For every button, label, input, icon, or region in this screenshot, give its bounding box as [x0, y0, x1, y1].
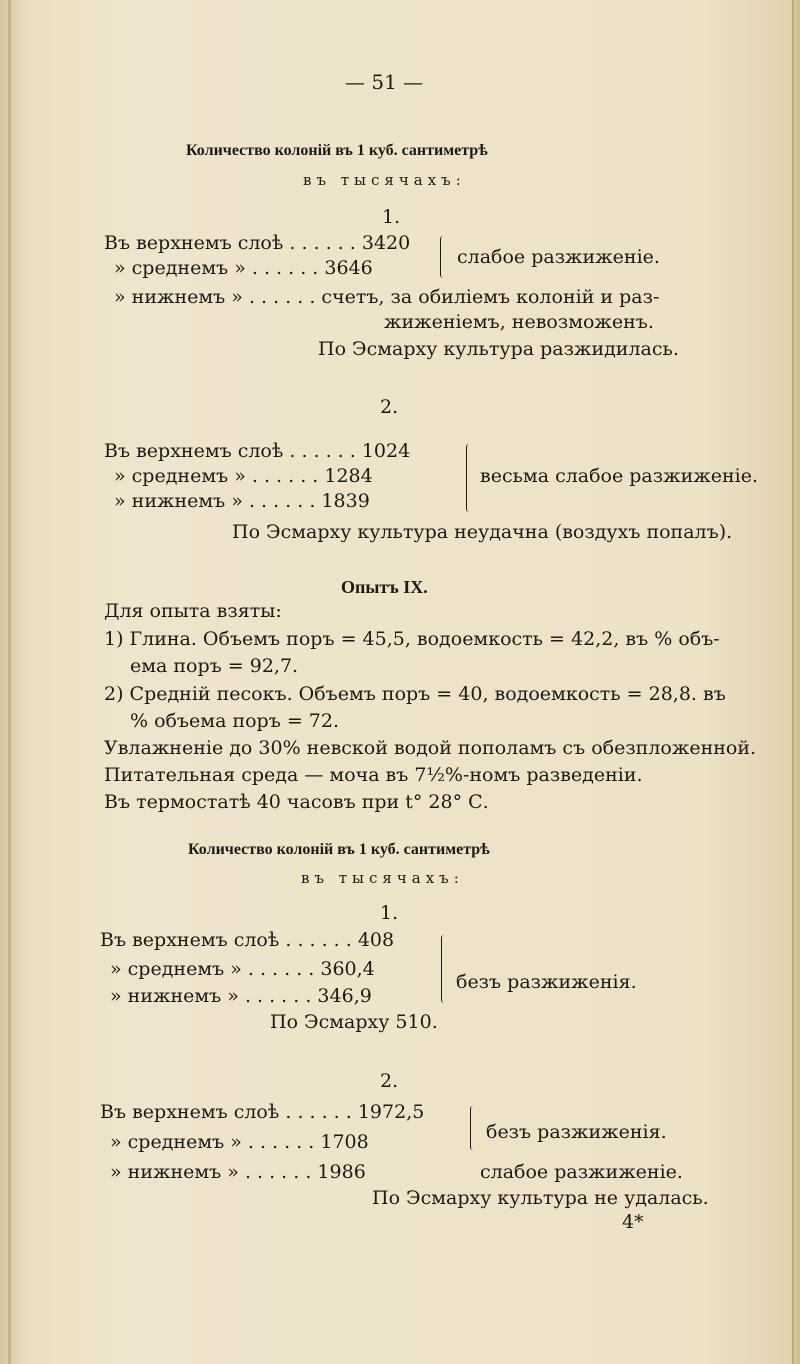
block1-exp1-number: 1. [382, 206, 401, 228]
block1-exp1-row-upper: Въ верхнемъ слоѣ . . . . . . 3420 [104, 232, 411, 254]
block1-exp1-row-lower: » нижнемъ » . . . . . . счетъ, за обиліемъ колоній и раз- [114, 286, 660, 308]
block2-exp1-brace [441, 935, 448, 1003]
block1-exp2-row-lower: » нижнемъ » . . . . . . 1839 [114, 490, 370, 512]
block1-exp1-row-middle: » среднемъ » . . . . . . 3646 [114, 257, 373, 279]
block1-exp1-esmarch: По Эсмарху культура разжидилась. [318, 338, 679, 360]
experiment-line-5: % объема поръ = 72. [130, 710, 340, 732]
block2-exp2-number: 2. [380, 1070, 399, 1092]
block2-exp2-row-middle: » среднемъ » . . . . . . 1708 [110, 1131, 369, 1153]
block1-subheading: въ тысячахъ: [303, 171, 466, 189]
block1-exp2-brace-note: весьма слабое разжиженіе. [480, 465, 759, 487]
experiment-line-8: Въ термостатѣ 40 часовъ при t° 28° С. [104, 791, 489, 813]
block2-exp1-number: 1. [380, 902, 399, 924]
block2-exp2-brace-note: безъ разжиженія. [486, 1121, 667, 1143]
block1-exp1-brace-note: слабое разжиженіе. [457, 246, 660, 268]
experiment-line-6: Увлажненіе до 30% невской водой пополамъ съ обезпложенной. [104, 737, 757, 759]
block1-exp1-brace [440, 236, 447, 278]
block2-exp1-brace-note: безъ разжиженія. [456, 971, 637, 993]
experiment-line-3: ема поръ = 92,7. [130, 655, 299, 677]
block1-exp2-esmarch: По Эсмарху культура неудачна (воздухъ попалъ). [232, 521, 733, 543]
block2-exp1-esmarch: По Эсмарху 510. [270, 1011, 438, 1033]
block2-heading: Количество колоній въ 1 куб. сантиметрѣ [188, 841, 490, 858]
block2-exp1-row-lower: » нижнемъ » . . . . . . 346,9 [110, 985, 372, 1007]
experiment-line-2: 1) Глина. Объемъ поръ = 45,5, водоемкость = 42,2, въ % объ- [104, 628, 720, 650]
experiment-line-4: 2) Средній песокъ. Объемъ поръ = 40, водоемкость = 28,8. въ [104, 683, 726, 705]
experiment-title: Опытъ IX. [341, 577, 428, 597]
block1-exp2-number: 2. [380, 396, 399, 418]
block2-exp2-row-upper: Въ верхнемъ слоѣ . . . . . . 1972,5 [100, 1101, 425, 1123]
experiment-line-7: Питательная среда — моча въ 7½%-номъ разведеніи. [104, 764, 643, 786]
block2-exp1-row-middle: » среднемъ » . . . . . . 360,4 [110, 958, 375, 980]
experiment-line-1: Для опыта взяты: [104, 600, 282, 622]
page-edge-right [792, 0, 794, 1364]
block1-exp2-row-upper: Въ верхнемъ слоѣ . . . . . . 1024 [104, 440, 411, 462]
block2-exp2-brace [470, 1106, 477, 1150]
page-number: — 51 — [345, 70, 424, 94]
block1-exp2-row-middle: » среднемъ » . . . . . . 1284 [114, 465, 373, 487]
page-edge-left [8, 0, 11, 1364]
block2-exp2-esmarch: По Эсмарху культура не удалась. [372, 1187, 709, 1209]
block1-exp2-brace [466, 444, 473, 512]
block2-exp2-row-lower-note: слабое разжиженіе. [480, 1161, 683, 1183]
block2-subheading: въ тысячахъ: [301, 869, 464, 887]
block2-exp2-row-lower: » нижнемъ » . . . . . . 1986 [110, 1161, 366, 1183]
signature-mark: 4* [622, 1211, 644, 1233]
block1-exp1-row-lower-cont: жиженіемъ, невозможенъ. [384, 311, 654, 333]
block1-heading: Количество колоній въ 1 куб. сантиметрѣ [186, 142, 488, 159]
block2-exp1-row-upper: Въ верхнемъ слоѣ . . . . . . 408 [100, 929, 395, 951]
